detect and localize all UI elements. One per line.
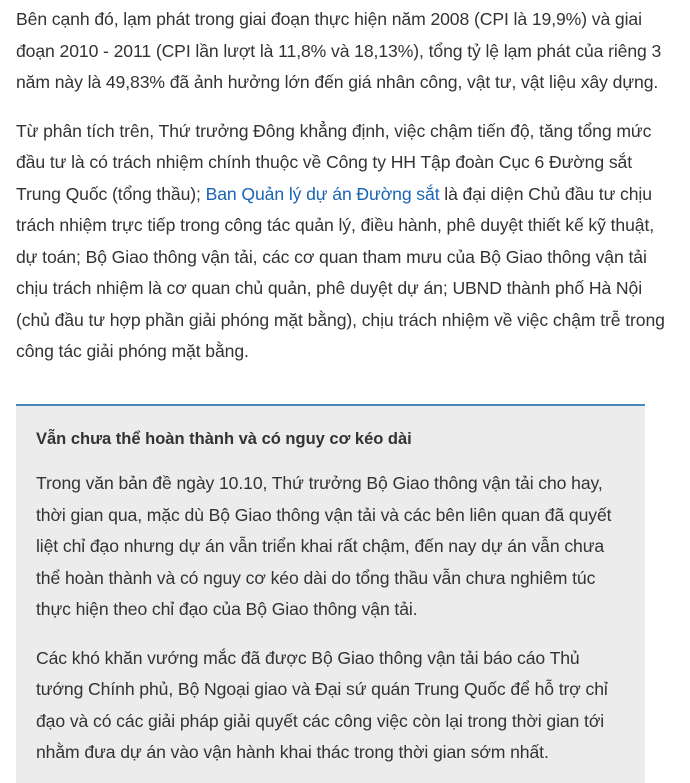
box-paragraph-1: Trong văn bản đề ngày 10.10, Thứ trưởng Bộ Giao thông vận tải cho hay, thời gian qua, mặc dù Bộ Giao thông vận tải và các bên liên quan đã quyết liệt chỉ đạo nhưng dự án vẫn triển khai rất chậm, đến nay dự án vẫn chưa thể hoàn thành và có nguy cơ kéo dài do tổng thầu vẫn chưa nghiêm túc thực hiện theo chỉ đạo của Bộ Giao thông vận tải.: [36, 473, 612, 619]
article-body: [16, 0, 676, 368]
paragraph-2-text-before-link: Từ phân tích trên, Thứ trưởng Đông khẳng định, việc chậm tiến độ, tăng tổng mức đầu tư là có trách nhiệm chính thuộc về Công ty HH Tập đoàn Cục 6 Đường sắt Trung Quốc (tổng thầu);: [16, 120, 652, 204]
box-paragraph-2: Các khó khăn vướng mắc đã được Bộ Giao thông vận tải báo cáo Thủ tướng Chính phủ, Bộ Ngoại giao và Đại sứ quán Trung Quốc để hỗ trợ chỉ đạo và có các giải pháp giải quyết các công việc còn lại trong thời gian tới nhằm đưa dự án vào vận hành khai thác trong thời gian sớm nhất.: [36, 647, 608, 762]
article-paragraph-2: [16, 116, 676, 368]
article-paragraph-1: Bên cạnh đó, lạm phát trong giai đoạn thực hiện năm 2008 (CPI là 19,9%) và giai đoạn 2010 - 2011 (CPI lần lượt là 11,8% và 18,13%), tổng tỷ lệ lạm phát của riêng 3 năm này là 49,83% đã ảnh hưởng lớn đến giá nhân công, vật tư, vật liệu xây dựng.: [16, 9, 662, 92]
highlight-box: [16, 404, 645, 783]
paragraph-2-text-after-link: là đại diện Chủ đầu tư chịu trách nhiệm trực tiếp trong công tác quản lý, điều hành, phê duyệt thiết kế kỹ thuật, dự toán; Bộ Giao thông vận tải, các cơ quan tham mưu của Bộ Giao thông vận tải chịu trách nhiệm là cơ quan chủ quản, phê duyệt dự án; UBND thành phố Hà Nội (chủ đầu tư hợp phần giải phóng mặt bằng), chịu trách nhiệm về việc chậm trễ trong công tác giải phóng mặt bằng.: [16, 183, 665, 361]
box-title: Vẫn chưa thể hoàn thành và có nguy cơ kéo dài: [36, 430, 412, 448]
project-management-board-link[interactable]: Ban Quản lý dự án Đường sắt: [205, 183, 440, 204]
